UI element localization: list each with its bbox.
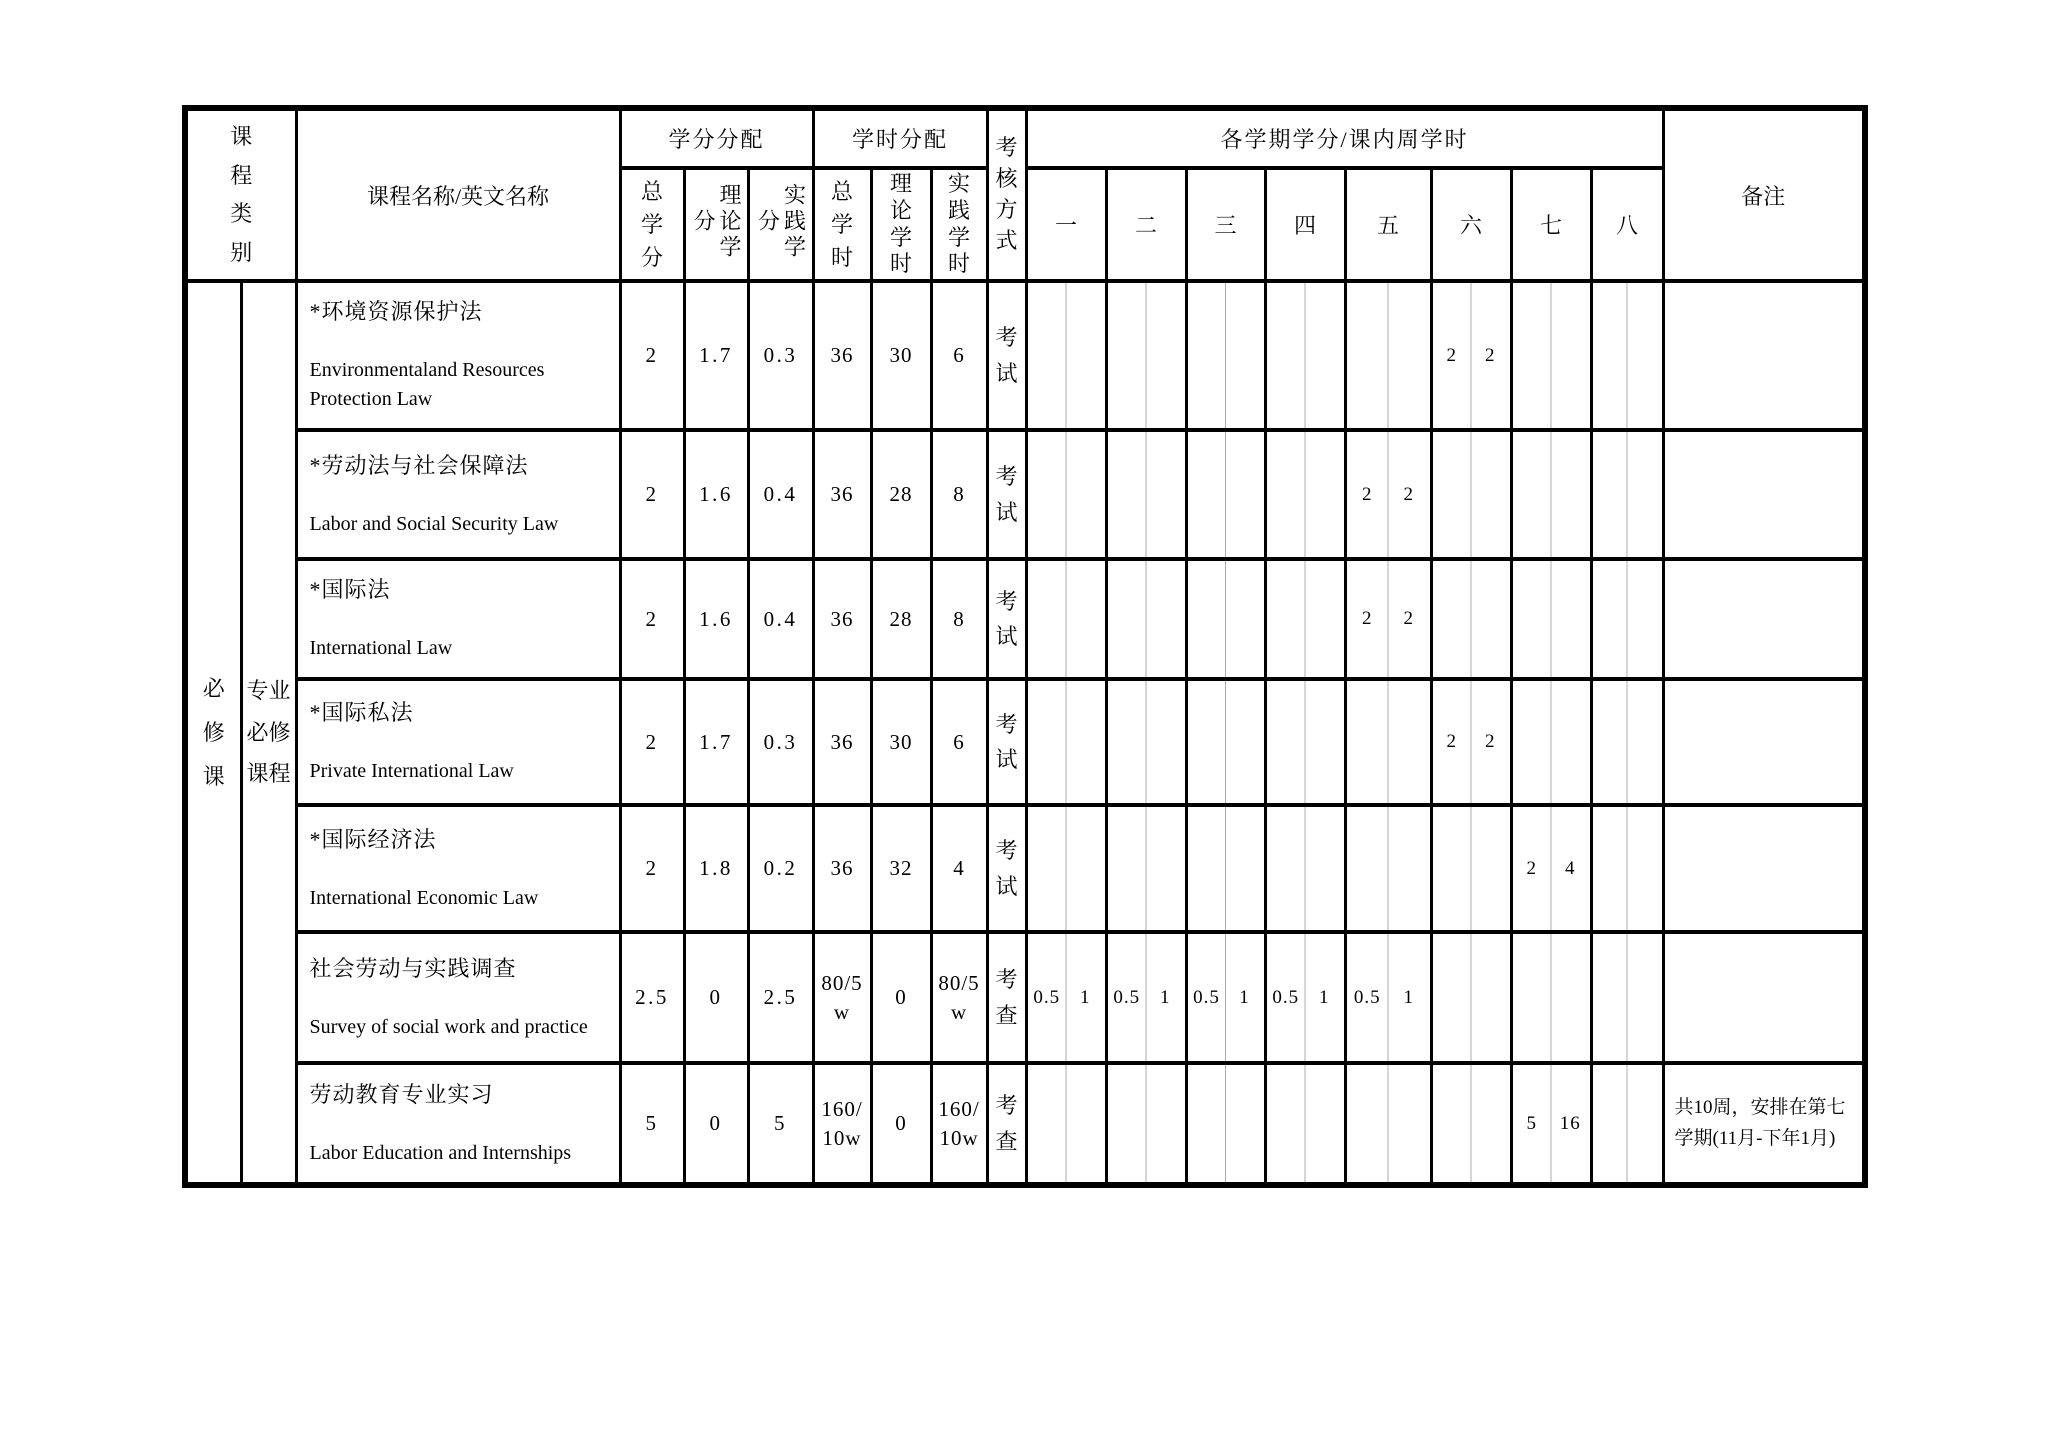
- header-semester-4: 四: [1265, 168, 1345, 281]
- assessment-text: 考查: [995, 967, 1018, 1028]
- cell-practice-hour: 80/5w: [931, 932, 987, 1063]
- header-course-category-text: 课程类别: [230, 124, 253, 265]
- cell-semester-5: [1345, 805, 1431, 932]
- course-name-cn: *国际法: [309, 577, 391, 602]
- course-name-en: Environmentaland Resources Protection Law: [309, 359, 545, 410]
- cell-semester-3: [1186, 559, 1265, 679]
- cell-total-hour: 36: [813, 679, 871, 805]
- cell-semester-2: [1106, 805, 1186, 932]
- course-name-cn: *环境资源保护法: [309, 299, 483, 324]
- cell-practice-hour: 6: [931, 281, 987, 430]
- course-name-en: International Economic Law: [309, 886, 539, 909]
- course-name-cn: *劳动法与社会保障法: [309, 452, 529, 478]
- curriculum-table: [182, 105, 1868, 1188]
- table-header: [185, 108, 1865, 281]
- header-theory-hour-text: 理论学时: [890, 170, 913, 277]
- semester-weekly-hours: 16: [1559, 1112, 1581, 1134]
- cell-semester-8: [1591, 430, 1663, 559]
- cell-semester-3: [1186, 430, 1265, 559]
- cell-practice-credit: 0.4: [748, 430, 813, 559]
- cell-semester-7: [1511, 281, 1591, 430]
- course-name-cn: *国际私法: [309, 700, 414, 725]
- cell-semester-4: [1265, 679, 1345, 805]
- cell-practice-hour: 4: [931, 805, 987, 932]
- cell-semester-4: [1265, 1063, 1345, 1185]
- cell-total-hour: 36: [813, 281, 871, 430]
- course-name-en: Survey of social work and practice: [309, 1015, 588, 1038]
- header-practice-credit: [748, 168, 813, 281]
- cell-semester-4: [1265, 559, 1345, 679]
- cell-assessment: [987, 430, 1026, 559]
- cell-semester-1: [1026, 805, 1106, 932]
- cell-semester-3: [1186, 281, 1265, 430]
- cell-theory-credit: 0: [684, 1063, 748, 1185]
- header-credit-group: 学分分配: [620, 108, 813, 168]
- cell-remark: [1663, 805, 1865, 932]
- course-name-en: Labor Education and Internships: [309, 1141, 572, 1164]
- cell-semester-2: [1106, 281, 1186, 430]
- semester-credit: 0.5: [1113, 986, 1141, 1008]
- cell-theory-hour: 0: [871, 1063, 931, 1185]
- semester-weekly-hours: 2: [1403, 608, 1415, 629]
- header-semester-group: 各学期学分/课内周学时: [1026, 108, 1663, 168]
- header-hour-group: 学时分配: [813, 108, 987, 168]
- cell-semester-3: [1186, 932, 1265, 1063]
- cell-practice-hour: 160/10w: [931, 1063, 987, 1185]
- cell-semester-3: [1186, 805, 1265, 932]
- course-row-5: [185, 805, 1865, 932]
- semester-credit: 2: [1446, 731, 1458, 752]
- cell-theory-hour: 28: [871, 430, 931, 559]
- course-name-cell: [296, 559, 620, 679]
- course-row-6: [185, 932, 1865, 1063]
- cell-semester-4: [1265, 430, 1345, 559]
- semester-credit: 2: [1526, 857, 1538, 879]
- cell-semester-5: [1345, 932, 1431, 1063]
- assessment-text: 考试: [995, 838, 1018, 899]
- cell-total-credit: 2: [620, 559, 684, 679]
- cell-semester-7: [1511, 805, 1591, 932]
- cell-semester-7: [1511, 430, 1591, 559]
- semester-split: [1433, 731, 1510, 753]
- semester-weekly-hours: 2: [1403, 483, 1415, 505]
- cell-semester-6: [1431, 679, 1511, 805]
- cell-semester-2: [1106, 1063, 1186, 1185]
- semester-weekly-hours: 1: [1080, 986, 1091, 1008]
- cell-semester-7: [1511, 679, 1591, 805]
- cell-semester-7: [1511, 559, 1591, 679]
- cell-practice-hour: 6: [931, 679, 987, 805]
- cell-semester-3: [1186, 1063, 1265, 1185]
- course-name-cn: 社会劳动与实践调查: [309, 955, 517, 981]
- course-name-en: International Law: [309, 637, 453, 659]
- cell-practice-hour: 8: [931, 559, 987, 679]
- header-total-credit-text: 总学分: [640, 179, 663, 270]
- cell-practice-credit: 0.4: [748, 559, 813, 679]
- header-row-groups: [185, 108, 1865, 168]
- cell-total-hour: 36: [813, 805, 871, 932]
- cell-semester-8: [1591, 281, 1663, 430]
- course-row-3: [185, 559, 1865, 679]
- semester-credit: 0.5: [1193, 986, 1220, 1008]
- cell-theory-credit: 1.6: [684, 430, 748, 559]
- header-semester-7: 七: [1511, 168, 1591, 281]
- semester-credit: 0.5: [1353, 986, 1381, 1008]
- cell-semester-1: [1026, 430, 1106, 559]
- cell-semester-5: [1345, 559, 1431, 679]
- semester-split: [1347, 608, 1430, 630]
- semester-credit: 2: [1362, 608, 1373, 629]
- header-assessment-text: 考核方式: [995, 135, 1018, 253]
- course-row-4: [185, 679, 1865, 805]
- semester-weekly-hours: 2: [1485, 344, 1496, 366]
- cell-semester-6: [1431, 1063, 1511, 1185]
- cell-total-credit: 2.5: [620, 932, 684, 1063]
- semester-split: [1347, 484, 1430, 506]
- cell-semester-8: [1591, 679, 1663, 805]
- cell-semester-7: [1511, 1063, 1591, 1185]
- cell-assessment: [987, 281, 1026, 430]
- assessment-text: 考查: [995, 1093, 1018, 1154]
- cell-remark: [1663, 679, 1865, 805]
- cell-assessment: [987, 679, 1026, 805]
- cell-total-credit: 2: [620, 805, 684, 932]
- cell-total-hour: 36: [813, 430, 871, 559]
- header-semester-6: 六: [1431, 168, 1511, 281]
- semester-weekly-hours: 1: [1239, 986, 1250, 1008]
- cell-semester-4: [1265, 932, 1345, 1063]
- category-level2-text: 专业必修课程: [246, 677, 291, 787]
- cell-total-hour: 36: [813, 559, 871, 679]
- semester-weekly-hours: 2: [1485, 731, 1496, 752]
- header-theory-hour: [871, 168, 931, 281]
- cell-semester-3: [1186, 679, 1265, 805]
- cell-total-credit: 2: [620, 430, 684, 559]
- cell-semester-5: [1345, 1063, 1431, 1185]
- assessment-text: 考试: [995, 464, 1018, 525]
- assessment-text: 考试: [995, 588, 1018, 649]
- cell-semester-5: [1345, 281, 1431, 430]
- cell-assessment: [987, 805, 1026, 932]
- course-name-cn: 劳动教育专业实习: [309, 1081, 494, 1107]
- header-practice-hour-text: 实践学时: [948, 170, 971, 277]
- cell-remark: [1663, 559, 1865, 679]
- cell-semester-8: [1591, 559, 1663, 679]
- category-level2: [241, 281, 296, 1185]
- curriculum-table-grid: [182, 105, 1868, 1188]
- cell-theory-hour: 32: [871, 805, 931, 932]
- header-theory-credit: [684, 168, 748, 281]
- cell-theory-credit: 1.7: [684, 679, 748, 805]
- cell-theory-hour: 28: [871, 559, 931, 679]
- cell-remark: [1663, 281, 1865, 430]
- cell-practice-hour: 8: [931, 430, 987, 559]
- cell-theory-hour: 30: [871, 281, 931, 430]
- cell-total-hour: 160/10w: [813, 1063, 871, 1185]
- cell-theory-credit: 0: [684, 932, 748, 1063]
- cell-theory-credit: 1.6: [684, 559, 748, 679]
- header-practice-hour: [931, 168, 987, 281]
- header-total-hour-text: 总学时: [831, 179, 854, 270]
- cell-theory-hour: 0: [871, 932, 931, 1063]
- header-course-category: [185, 108, 296, 281]
- cell-semester-2: [1106, 430, 1186, 559]
- course-row-7: [185, 1063, 1865, 1185]
- cell-remark: [1663, 430, 1865, 559]
- cell-semester-8: [1591, 932, 1663, 1063]
- cell-total-credit: 2: [620, 281, 684, 430]
- cell-theory-credit: 1.8: [684, 805, 748, 932]
- semester-split: [1108, 987, 1185, 1009]
- cell-total-credit: 5: [620, 1063, 684, 1185]
- semester-split: [1267, 987, 1344, 1009]
- course-name-en: Labor and Social Security Law: [309, 512, 559, 535]
- course-name-cell: [296, 281, 620, 430]
- cell-assessment: [987, 559, 1026, 679]
- cell-semester-7: [1511, 932, 1591, 1063]
- cell-semester-1: [1026, 679, 1106, 805]
- category-level1: [185, 281, 241, 1185]
- semester-weekly-hours: 1: [1160, 986, 1171, 1008]
- semester-split: [1513, 1113, 1590, 1135]
- header-semester-5: 五: [1345, 168, 1431, 281]
- cell-semester-1: [1026, 932, 1106, 1063]
- course-name-cell: [296, 1063, 620, 1185]
- cell-practice-credit: 0.2: [748, 805, 813, 932]
- semester-credit: 0.5: [1272, 986, 1300, 1008]
- cell-practice-credit: 2.5: [748, 932, 813, 1063]
- header-total-credit: [620, 168, 684, 281]
- cell-assessment: [987, 1063, 1026, 1185]
- course-name-en: Private International Law: [309, 760, 514, 782]
- semester-split: [1433, 345, 1510, 367]
- semester-credit: 5: [1526, 1112, 1538, 1134]
- cell-semester-8: [1591, 1063, 1663, 1185]
- cell-semester-2: [1106, 679, 1186, 805]
- course-name-cell: [296, 430, 620, 559]
- header-theory-credit-text: 理论学分: [691, 182, 742, 261]
- header-course-name: 课程名称/英文名称: [296, 108, 620, 281]
- assessment-text: 考试: [995, 325, 1018, 386]
- semester-credit: 0.5: [1033, 986, 1061, 1008]
- assessment-text: 考试: [995, 711, 1018, 772]
- semester-split: [1028, 987, 1105, 1009]
- course-name-cell: [296, 932, 620, 1063]
- cell-semester-4: [1265, 805, 1345, 932]
- course-name-cell: [296, 679, 620, 805]
- cell-remark: 共10周，安排在第七学期(11月-下年1月): [1663, 1063, 1865, 1185]
- header-semester-3: 三: [1186, 168, 1265, 281]
- semester-split: [1513, 858, 1590, 880]
- cell-practice-credit: 0.3: [748, 281, 813, 430]
- cell-total-hour: 80/5w: [813, 932, 871, 1063]
- cell-semester-6: [1431, 281, 1511, 430]
- cell-semester-6: [1431, 430, 1511, 559]
- course-name-cell: [296, 805, 620, 932]
- cell-theory-credit: 1.7: [684, 281, 748, 430]
- cell-practice-credit: 0.3: [748, 679, 813, 805]
- semester-credit: 2: [1446, 344, 1458, 366]
- header-total-hour: [813, 168, 871, 281]
- cell-semester-6: [1431, 805, 1511, 932]
- cell-semester-1: [1026, 1063, 1106, 1185]
- semester-weekly-hours: 4: [1565, 857, 1576, 879]
- cell-semester-1: [1026, 559, 1106, 679]
- header-semester-8: 八: [1591, 168, 1663, 281]
- cell-theory-hour: 30: [871, 679, 931, 805]
- semester-weekly-hours: 1: [1403, 986, 1415, 1008]
- header-practice-credit-text: 实践学分: [755, 182, 807, 261]
- semester-split: [1188, 987, 1264, 1009]
- course-table-body: [185, 281, 1865, 1185]
- category-level1-text: 必修课: [202, 675, 225, 789]
- cell-remark: [1663, 932, 1865, 1063]
- cell-assessment: [987, 932, 1026, 1063]
- course-name-cn: *国际经济法: [309, 826, 437, 852]
- cell-semester-6: [1431, 559, 1511, 679]
- semester-credit: 2: [1362, 483, 1373, 505]
- course-row-2: [185, 430, 1865, 559]
- cell-semester-1: [1026, 281, 1106, 430]
- course-row-1: [185, 281, 1865, 430]
- header-remark: 备注: [1663, 108, 1865, 281]
- cell-semester-2: [1106, 559, 1186, 679]
- header-semester-2: 二: [1106, 168, 1186, 281]
- cell-semester-5: [1345, 430, 1431, 559]
- cell-semester-6: [1431, 932, 1511, 1063]
- semester-split: [1347, 987, 1430, 1009]
- cell-practice-credit: 5: [748, 1063, 813, 1185]
- cell-semester-5: [1345, 679, 1431, 805]
- cell-semester-2: [1106, 932, 1186, 1063]
- cell-semester-8: [1591, 805, 1663, 932]
- cell-total-credit: 2: [620, 679, 684, 805]
- cell-semester-4: [1265, 281, 1345, 430]
- header-assessment: [987, 108, 1026, 281]
- semester-weekly-hours: 1: [1319, 986, 1330, 1008]
- header-semester-1: 一: [1026, 168, 1106, 281]
